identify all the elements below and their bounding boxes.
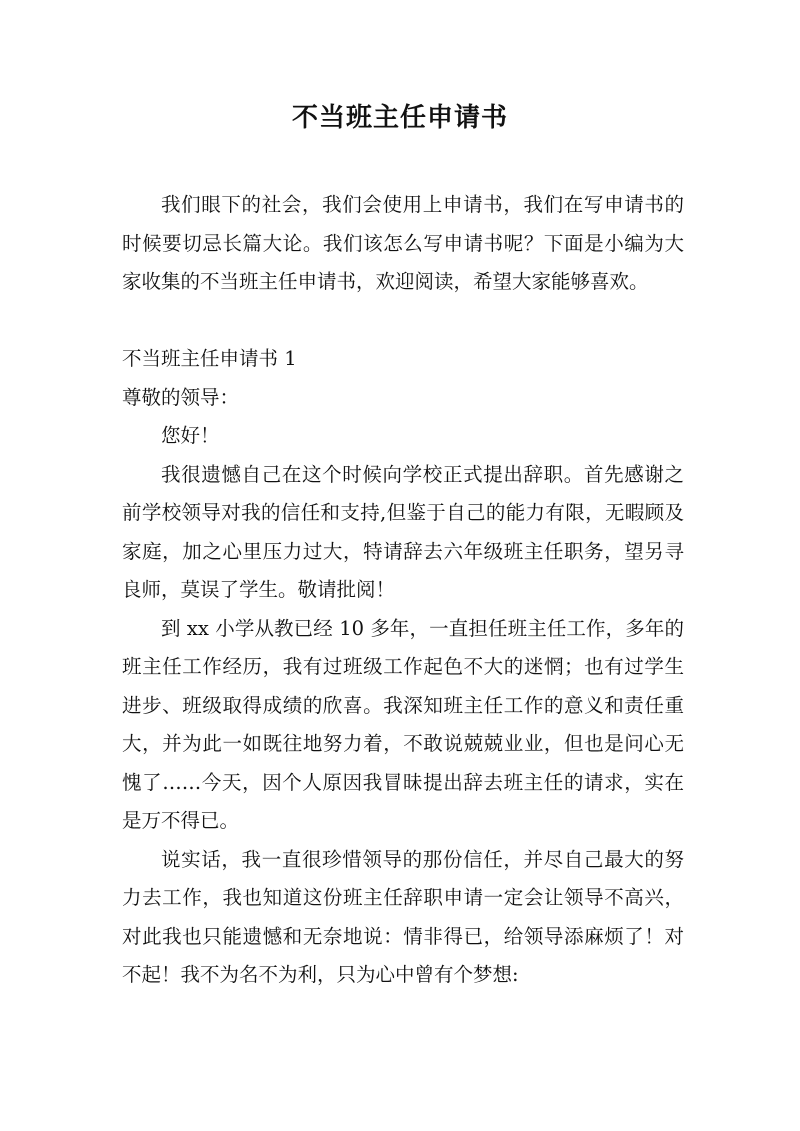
salutation: 尊敬的领导： xyxy=(122,385,240,409)
body-paragraph-1: 我很遗憾自己在这个时候向学校正式提出辞职。首先感谢之前学校领导对我的信任和支持,但鉴于自己的能力有限，无暇顾及家庭，加之心里压力过大，特请辞去六年级班主任职务，望另寻良师，莫误了学生。敬请批阅！ xyxy=(122,462,684,601)
intro-paragraph: 我们眼下的社会，我们会使用上申请书，我们在写申请书的时候要切忌长篇大论。我们该怎么写申请书呢？下面是小编为大家收集的不当班主任申请书，欢迎阅读，希望大家能够喜欢。 xyxy=(122,193,684,293)
document-title: 不当班主任申请书 xyxy=(291,103,508,133)
body-paragraph-2: 到 xx 小学从教已经 10 多年，一直担任班主任工作，多年的班主任工作经历，我有过班级工作起色不大的迷惘；也有过学生进步、班级取得成绩的欣喜。我深知班主任工作的意义和责任重大，并为此一如既往地努力着，不敢说兢兢业业，但也是问心无愧了……今天，因个人原因我冒昧提出辞去班主任的请求，实在是万不得已。 xyxy=(122,616,684,832)
document-body xyxy=(122,186,684,995)
paragraph-gap xyxy=(122,302,684,341)
body-paragraph-3: 说实话，我一直很珍惜领导的那份信任，并尽自己最大的努力去工作，我也知道这份班主任辞职申请一定会让领导不高兴，对此我也只能遗憾和无奈地说：情非得已，给领导添麻烦了！对不起！我不为名不为利，只为心中曾有个梦想: xyxy=(122,847,684,986)
greeting: 您好！ xyxy=(161,424,220,447)
section-heading: 不当班主任申请书 1 xyxy=(122,347,297,370)
